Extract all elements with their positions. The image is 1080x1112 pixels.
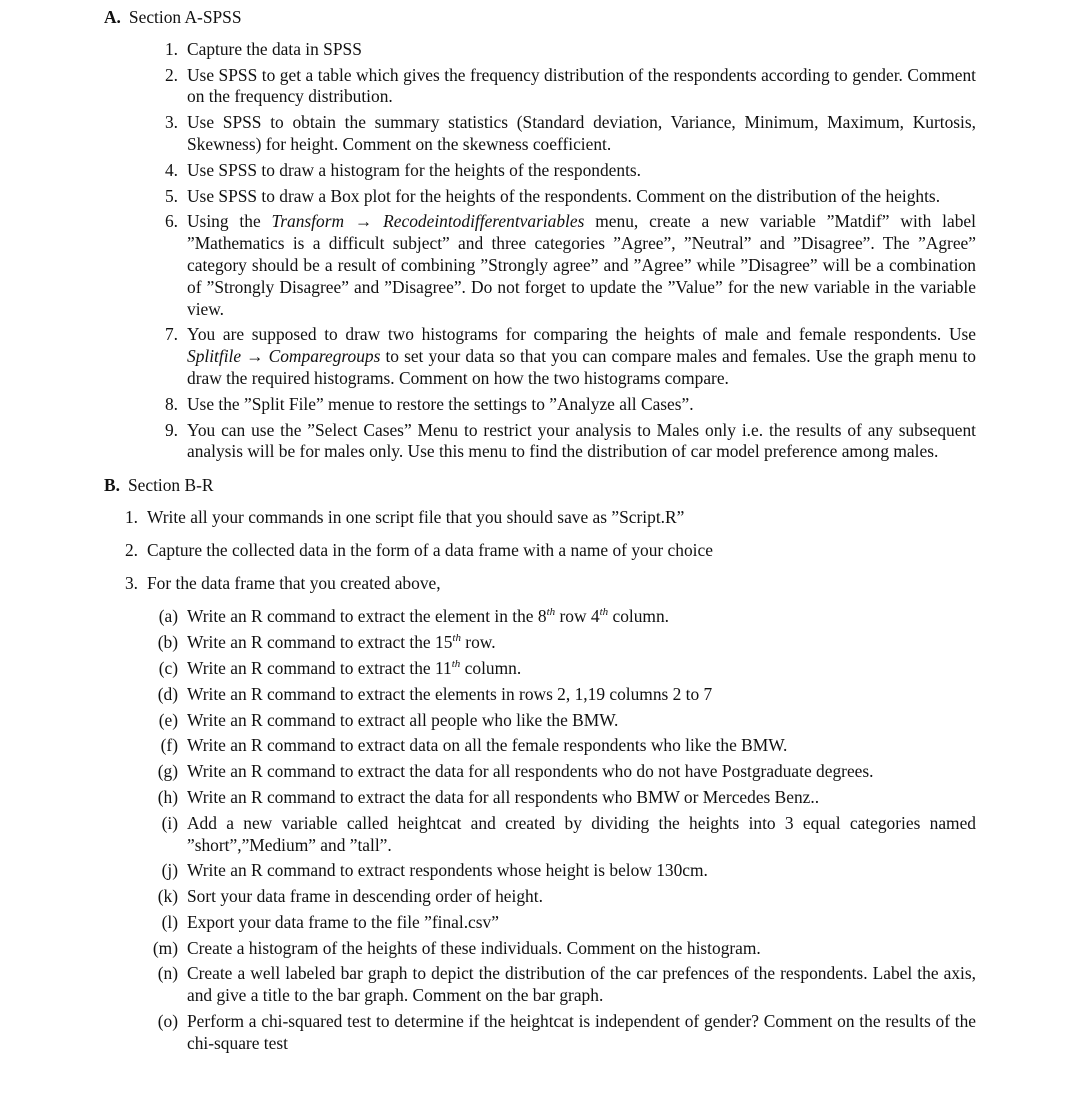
text-run: row. [460, 632, 496, 653]
item-text [147, 573, 976, 595]
question-item [0, 507, 976, 529]
question-item [0, 211, 976, 320]
question-item [0, 65, 976, 109]
item-text [187, 963, 976, 1007]
item-number: 2. [164, 64, 178, 85]
item-text [147, 507, 976, 529]
item-text [187, 710, 976, 732]
item-text [187, 186, 976, 208]
item-number: (d) [157, 683, 178, 704]
section-letter: B. [104, 475, 120, 496]
item-number: (l) [161, 911, 178, 932]
subquestion-item [0, 632, 976, 654]
item-number: (o) [157, 1011, 178, 1032]
item-number: 2. [124, 539, 138, 560]
item-number: 7. [164, 324, 178, 345]
item-text [187, 658, 976, 680]
item-text [187, 606, 976, 628]
item-text [187, 160, 976, 182]
text-run: Using the [187, 211, 272, 232]
subquestion-item [0, 658, 976, 680]
subquestion-item [0, 963, 976, 1007]
math-term: Comparegroups [268, 346, 381, 367]
subquestion-item [0, 886, 976, 908]
item-number: 6. [164, 211, 178, 232]
math-term: Splitfile [187, 346, 242, 367]
section-letter: A. [104, 7, 121, 27]
text-run: Write an R command to extract the element in the 8 [187, 606, 547, 627]
text-run: column. [460, 657, 522, 678]
subquestion-item [0, 710, 976, 732]
item-text [187, 632, 976, 654]
item-number: (e) [158, 709, 178, 730]
section-heading [104, 475, 1080, 497]
item-number: (f) [160, 735, 178, 756]
text-run: Create a histogram of the heights of these individuals. Comment on the histogram. [187, 937, 761, 958]
question-list [0, 507, 976, 1055]
text-run: to set your data so that you can compare males and females. Use the graph menu to draw the required histograms. Comment on how the two histograms compare. [187, 346, 976, 388]
text-run: row 4 [555, 606, 600, 627]
item-text [187, 420, 976, 464]
item-text [187, 324, 976, 389]
item-text [187, 787, 976, 809]
item-number: (c) [158, 657, 178, 678]
text-run: Use SPSS to obtain the summary statistics (Standard deviation, Variance, Minimum, Maximum, Kurtosis, Skewness) for height. Comment on the skewness coefficient. [187, 112, 976, 154]
section-title: Section B-R [127, 475, 214, 496]
subquestion-item [0, 684, 976, 706]
question-item [0, 160, 976, 182]
item-text [187, 684, 976, 706]
text-run: Write an R command to extract all people who like the BMW. [187, 709, 619, 730]
text-run: menu, create a new variable ”Matdif” with label ”Mathematics is a difficult subject” and three categories ”Agree”, ”Neutral” and ”Disagree”. The ”Agree” category should be a result of combining ”Strongly agree” and ”Agree” while ”Disagree” will be a combination of ”Strongly Disagree” and ”Disagree”. Do not forget to update the ”Value” for the new variable in the variable view. [187, 211, 976, 319]
item-number: (g) [157, 761, 178, 782]
text-run: Use SPSS to draw a histogram for the heights of the respondents. [187, 159, 642, 180]
text-run: Perform a chi-squared test to determine if the heightcat is independent of gender? Comment on the results of the chi-square test [187, 1011, 976, 1053]
item-number: (k) [157, 886, 178, 907]
superscript: th [599, 606, 609, 619]
text-run: column. [608, 606, 669, 627]
text-run: Create a well labeled bar graph to depict the distribution of the car prefences of the respondents. Label the axis, and give a title to the bar graph. Comment on the bar graph. [187, 963, 976, 1006]
section-title: Section A-SPSS [128, 7, 242, 27]
question-item [0, 324, 976, 389]
item-number: 8. [164, 393, 178, 414]
subquestion-item [0, 761, 976, 783]
item-text [187, 394, 976, 416]
subquestion-item [0, 735, 976, 757]
text-run: Write an R command to extract the 11 [187, 657, 452, 678]
item-number: (j) [161, 860, 178, 881]
item-number: (h) [157, 786, 178, 807]
subquestion-item [0, 787, 976, 809]
item-text [187, 65, 976, 109]
item-text [187, 912, 976, 934]
item-number: (b) [157, 632, 178, 653]
text-run: Use the ”Split File” menue to restore the settings to ”Analyze all Cases”. [187, 393, 694, 414]
item-number: 5. [164, 185, 178, 206]
item-text [187, 761, 976, 783]
item-number: 3. [164, 112, 178, 133]
item-text [187, 938, 976, 960]
text-run: Write an R command to extract the data for all respondents who do not have Postgraduate degrees. [187, 761, 874, 782]
subquestion-item [0, 606, 976, 628]
text-run: Write an R command to extract respondents whose height is below 130cm. [187, 860, 708, 881]
item-number: 1. [124, 506, 138, 527]
question-item [0, 540, 976, 562]
text-run: Use SPSS to draw a Box plot for the heights of the respondents. Comment on the distribution of the heights. [187, 185, 941, 206]
item-number: 4. [164, 159, 178, 180]
question-list [0, 39, 976, 463]
item-text [187, 112, 976, 156]
text-run: For the data frame that you created above, [147, 572, 441, 593]
text-run: Use SPSS to get a table which gives the frequency distribution of the respondents according to gender. Comment on the frequency distribution. [187, 64, 976, 107]
text-run: Export your data frame to the file ”final.csv” [187, 911, 499, 932]
superscript: th [451, 658, 461, 671]
subquestion-list [0, 606, 976, 1054]
text-run: Write an R command to extract the data for all respondents who BMW or Mercedes Benz.. [187, 786, 820, 807]
text-run: Write an R command to extract the 15 [187, 632, 453, 653]
subquestion-item [0, 1011, 976, 1055]
item-text [187, 860, 976, 882]
text-run: Capture the collected data in the form of a data frame with a name of your choice [147, 539, 713, 560]
math-term: Transform [271, 211, 345, 232]
superscript: th [452, 632, 461, 645]
question-item [0, 186, 976, 208]
question-item [0, 573, 976, 595]
item-text [187, 813, 976, 857]
item-number: 1. [164, 38, 178, 59]
text-run: Sort your data frame in descending order of height. [187, 886, 543, 907]
question-item [0, 39, 976, 61]
text-run: Capture the data in SPSS [187, 38, 362, 59]
item-text [187, 39, 976, 61]
section-heading [104, 7, 1080, 29]
question-item [0, 394, 976, 416]
text-run: You are supposed to draw two histograms for comparing the heights of male and female respondents. Use [187, 324, 976, 345]
item-text [187, 886, 976, 908]
text-run: Write an R command to extract the elements in rows 2, 1,19 columns 2 to 7 [187, 683, 713, 704]
item-number: 9. [164, 419, 178, 440]
text-run: Add a new variable called heightcat and created by dividing the heights into 3 equal categories named ”short”,”Medium” and ”tall”. [187, 812, 976, 855]
question-item [0, 112, 976, 156]
text-run: Write all your commands in one script file that you should save as ”Script.R” [147, 506, 685, 527]
item-number: (m) [152, 937, 178, 958]
text-run: → [344, 211, 384, 232]
item-number: (n) [157, 963, 178, 984]
text-run: Write an R command to extract data on all the female respondents who like the BMW. [187, 735, 788, 756]
item-text [187, 735, 976, 757]
item-number: (a) [158, 606, 178, 627]
subquestion-item [0, 860, 976, 882]
item-text [147, 540, 976, 562]
text-run: → [241, 346, 269, 367]
superscript: th [546, 606, 556, 619]
subquestion-item [0, 813, 976, 857]
subquestion-item [0, 912, 976, 934]
item-number: 3. [124, 572, 138, 593]
math-term: Recodeintodifferentvariables [383, 211, 585, 232]
text-run: You can use the ”Select Cases” Menu to restrict your analysis to Males only i.e. the results of any subsequent analysis will be for males only. Use this menu to find the distribution of car model preference among males. [187, 419, 976, 462]
item-text [187, 211, 976, 320]
subquestion-item [0, 938, 976, 960]
item-number: (i) [161, 812, 178, 833]
question-item [0, 420, 976, 464]
item-text [187, 1011, 976, 1055]
